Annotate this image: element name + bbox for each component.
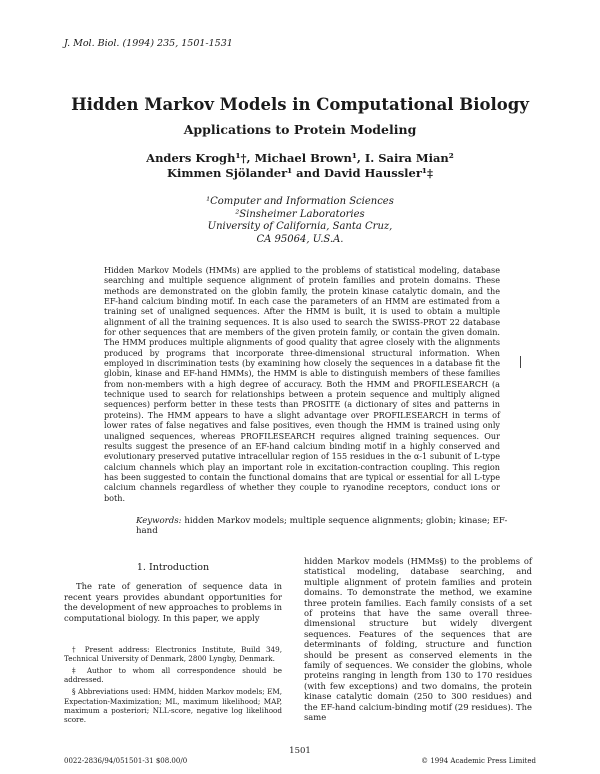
authors-line-1: Anders Krogh¹†, Michael Brown¹, I. Saira Mian²: [146, 151, 454, 165]
keywords-label: Keywords:: [136, 516, 182, 526]
abstract-text: Hidden Markov Models (HMMs) are applied to the problems of statistical modeling, database searching and multiple sequence alignment of protein families and protein domains. These methods are demonstrated on the globin family, the protein kinase catalytic domain, and the EF-hand calcium binding motif. In each case the parameters of an HMM are estimated from a training set of unaligned sequences. After the HMM is built, it is used to obtain a multiple alignment of all the training sequences. It is also used to search the SWISS-PROT 22 database for other sequences that are members of the given protein family, or contain the given domain. The HMM produces multiple alignments of good quality that agree closely with the alignments produced by programs that incorporate three-dimensional structural information. When employed in discrimination tests (by examining how closely the sequences in a database fit the globin, kinase and EF-hand HMMs), the HMM is able to distinguish members of these families from non-members with a high degree of accuracy. Both the HMM and PROFILESEARCH (a technique used to search for relationships between a protein sequence and multiply aligned sequences) perform better in these tests than PROSITE (a dictionary of sites and patterns in proteins). The HMM appears to have a slight advantage over PROFILESEARCH in terms of lower rates of false negatives and false positives, even though the HMM is trained using only unaligned sequences, whereas PROFILESEARCH requires aligned training sequences. Our results suggest the presence of an EF-hand calcium binding motif in a highly conserved and evolutionary preserved putative intracellular region of 155 residues in the α-1 subunit of L-type calcium channels which play an important role in excitation-contraction coupling. This region has been suggested to contain the functional domains that are typical or essential for all L-type calcium channels regardless of whether they couple to ryanodine receptors, conduct ions or both.: [104, 265, 500, 503]
authors-line-2: Kimmen Sjölander¹ and David Haussler¹‡: [167, 166, 433, 180]
keywords: [136, 516, 516, 536]
affiliation-line: University of California, Santa Cruz,: [207, 221, 393, 233]
author-list: [0, 151, 600, 181]
intro-paragraph-right: hidden Markov models (HMMs§) to the problems of statistical modeling, database searching, and multiple alignment of protein families and protein domains. To demonstrate the method, we examine three protein families. Each family consists of a set of proteins that have the same overall three-dimensional structure but widely divergent sequences. Features of the sequences that are determinants of folding, structure and function should be present as conserved elements in the family of sequences. We consider the globins, whole proteins ranging in length from 130 to 170 residues (with few exceptions) and two domains, the protein kinase catalytic domain (250 to 300 residues) and the EF-hand calcium-binding motif (29 residues). The same: [304, 556, 532, 723]
affiliation-line: ¹Computer and Information Sciences: [206, 196, 394, 207]
affiliations: [0, 196, 600, 246]
journal-reference: J. Mol. Biol. (1994) 235, 1501-1531: [64, 38, 233, 49]
affiliation-line: ²Sinsheimer Laboratories: [235, 208, 365, 220]
footnote: § Abbreviations used: HMM, hidden Markov models; EM, Expectation-Maximization; ML, maximum likelihood; MAP, maximum a posteriori; NLL-score, negative log likelihood score.: [64, 687, 282, 724]
footnote: ‡ Author to whom all correspondence should be addressed.: [64, 666, 282, 685]
footnote: † Present address: Electronics Institute, Build 349, Technical University of Denmark, 2800 Lyngby, Denmark.: [64, 645, 282, 664]
paper-subtitle: Applications to Protein Modeling: [183, 122, 417, 137]
copyright-code: 0022-2836/94/051501-31 $08.00/0: [64, 757, 188, 765]
right-column: [304, 556, 532, 723]
margin-mark: [520, 356, 525, 368]
intro-paragraph-left: The rate of generation of sequence data in recent years provides abundant opportunities for the development of new approaches to problems in computational biology. In this paper, we apply: [64, 581, 282, 623]
keywords-text: hidden Markov models; multiple sequence alignments; globin; kinase; EF-hand: [136, 516, 508, 536]
affiliation-line: CA 95064, U.S.A.: [256, 233, 344, 245]
abstract: [104, 265, 500, 503]
copyright-notice: © 1994 Academic Press Limited: [421, 757, 536, 765]
left-column: [64, 563, 282, 727]
section-heading: 1. Introduction: [136, 562, 210, 573]
footnotes: [64, 645, 282, 724]
page-number: 1501: [289, 746, 311, 756]
paper-title: Hidden Markov Models in Computational Biology: [71, 95, 529, 114]
